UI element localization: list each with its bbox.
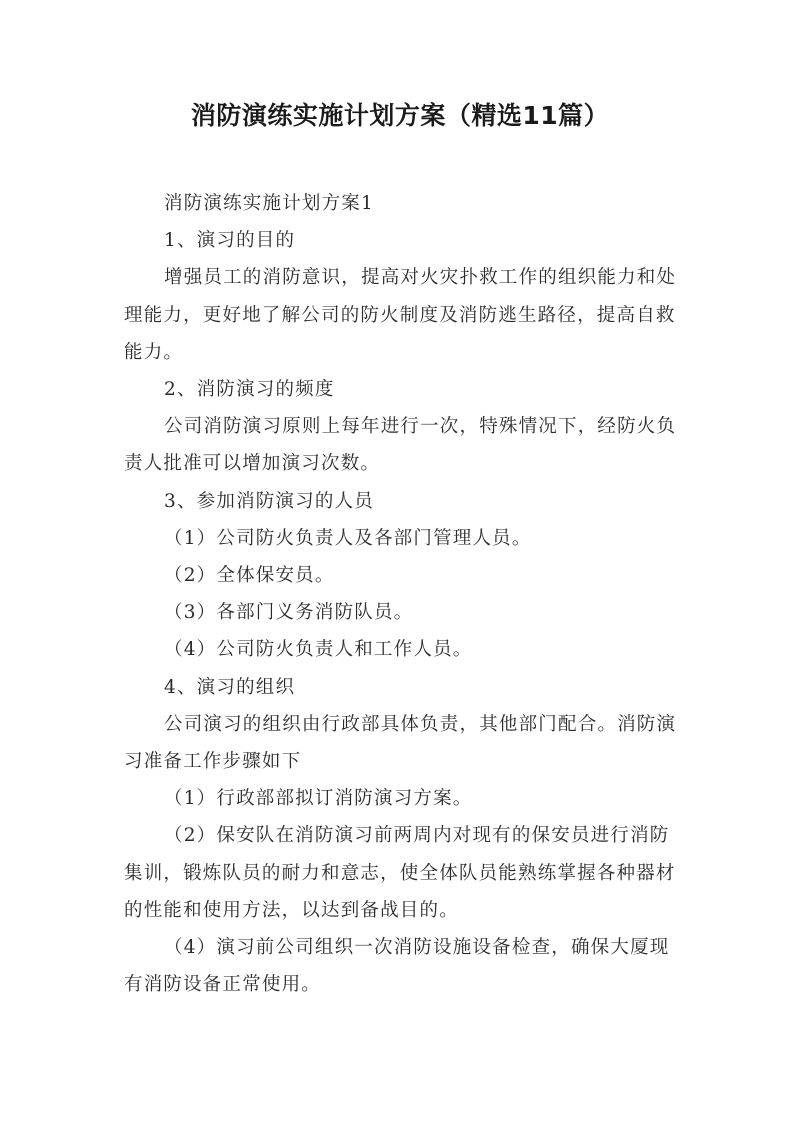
list-item-participant-4: （4）公司防火负责人和工作人员。 xyxy=(164,639,473,661)
plan-heading: 消防演练实施计划方案1 xyxy=(164,193,374,214)
paragraph-organization: 公司演习的组织由行政部具体负责，其他部门配合。消防演习准备工作步骤如下 xyxy=(124,713,677,773)
section-heading-purpose: 1、演习的目的 xyxy=(164,230,296,252)
list-item-step-2: （2）保安队在消防演习前两周内对现有的保安员进行消防集训，锻炼队员的耐力和意志，使全体队员能熟练掌握各种器材的性能和使用方法，以达到备战目的。 xyxy=(124,825,676,921)
document-title: 消防演练实施计划方案（精选11篇） xyxy=(190,101,610,130)
list-item-participant-1: （1）公司防火负责人及各部门管理人员。 xyxy=(164,527,532,549)
section-heading-participants: 3、参加消防演习的人员 xyxy=(164,490,374,512)
list-item-step-4: （4）演习前公司组织一次消防设施设备检查，确保大厦现有消防设备正常使用。 xyxy=(124,937,670,996)
paragraph-frequency: 公司消防演习原则上每年进行一次，特殊情况下，经防火负责人批准可以增加演习次数。 xyxy=(124,416,677,475)
paragraph-purpose: 增强员工的消防意识，提高对火灾扑救工作的组织能力和处理能力，更好地了解公司的防火制度及消防逃生路径，提高自救能力。 xyxy=(124,267,677,363)
list-item-participant-3: （3）各部门义务消防队员。 xyxy=(164,602,414,624)
list-item-step-1: （1）行政部部拟订消防演习方案。 xyxy=(164,788,473,810)
document-body xyxy=(124,185,684,1003)
list-item-participant-2: （2）全体保安员。 xyxy=(164,565,335,587)
section-heading-frequency: 2、消防演习的频度 xyxy=(164,379,335,401)
section-heading-organization: 4、演习的组织 xyxy=(164,676,296,698)
